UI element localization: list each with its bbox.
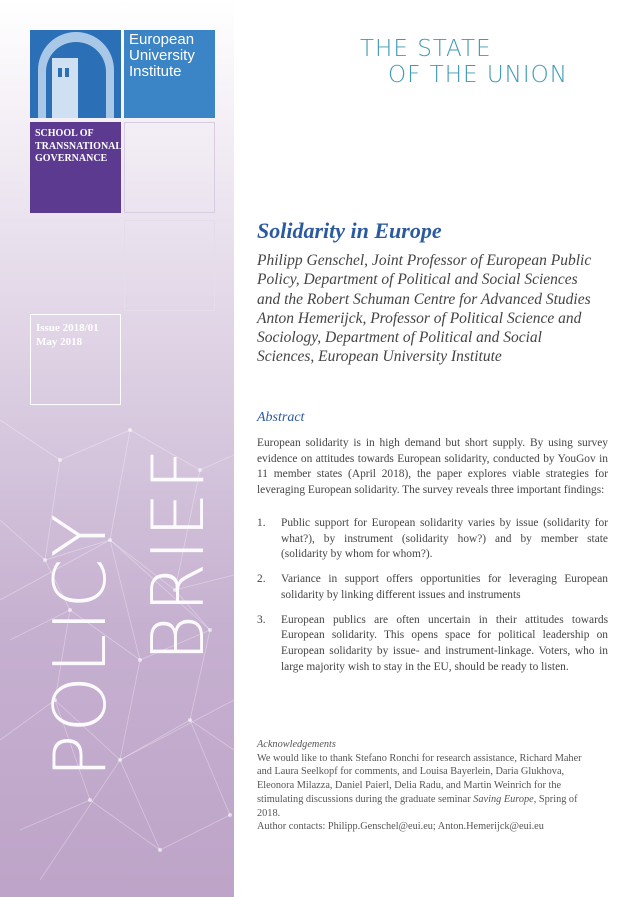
seminar-name: Saving Europe [473,793,534,805]
vertical-word-brief: BRIEF [136,446,220,662]
acknowledgements-text [257,752,597,821]
institution-name-box [124,30,215,118]
institution-name-line: Institute [129,63,182,80]
cover-sidebar [0,0,234,897]
issue-date: May 2018 [36,336,83,348]
list-item [257,516,608,563]
list-item-number: 1. [257,517,266,529]
issue-info [36,321,99,349]
findings-list [257,516,608,675]
list-item-number: 3. [257,613,266,626]
issue-number: Issue 2018/01 [36,322,99,334]
decorative-square [124,122,215,213]
eui-logo [30,30,121,118]
abstract-intro: European solidarity is in high demand but short supply. By using survey evidence on attitudes towards European solidarity, conducted by YouGov in 11 member states (April 2018), the paper explores viable strategies for leveraging European solidarity. The survey reveals three important findings: [257,437,608,497]
school-name-line: GOVERNANCE [35,153,108,164]
list-item-text: Public support for European solidarity varies by issue (solidarity for what?), by instrument (solidarity how?) and by member state (solidarity by whom for whom?). [281,517,608,561]
acknowledgements-body: We would like to thank Stefano Ronchi for research assistance, Richard Maher and Laura Seelkopf for comments, and Louisa Bayerlein, Daria Glukhova, Eleonora Milazza, Daniel Paierl, Delia Radu, and Martin Weinrich for the stimulating discussions during the graduate seminar [257,752,582,805]
issue-box [30,314,121,405]
school-name-line: TRANSNATIONAL [35,140,123,152]
seminar-period: , Spring of 2018. [257,793,578,819]
list-item-text: Variance in support offers opportunities for leveraging European solidarity by linking different issues and instruments [281,573,608,601]
list-item [257,572,608,603]
author-contacts: Author contacts: Philipp.Genschel@eui.eu; Anton.Hemerijck@eui.eu [257,821,544,833]
abstract-heading: Abstract [257,410,305,425]
institution-name-line: European [129,31,195,48]
list-item-text: European publics are often uncertain in their attitudes towards European solidarity. This opens space for political leadership on European solidarity by issue- and instrument-linkage. Voters, who in large majority wish to stay in the EU, should be ready to listen. [281,613,608,673]
series-logo-line: THE STATE [360,36,492,62]
list-item [257,613,608,676]
series-logo-line: OF THE UNION [388,62,568,88]
decorative-square [124,220,215,311]
school-name-line: SCHOOL OF [35,128,94,139]
acknowledgements-heading: Acknowledgements [257,739,336,750]
document-title: Solidarity in Europe [257,218,442,243]
school-box [30,122,121,213]
eui-tower-logo-icon [30,30,121,118]
list-item-number: 2. [257,573,266,586]
institution-name [129,32,195,80]
author-line: Anton Hemerijck, Professor of Political Science and Sociology, Department of Political and Social Sciences, European University Institute [257,309,582,366]
acknowledgements [257,738,597,834]
author-line: Philipp Genschel, Joint Professor of European Public Policy, Department of Political and Social Sciences and the Robert Schuman Centre for Advanced Studies [257,252,592,308]
institution-name-line: University [129,47,195,64]
vertical-word-policy: POLICY [38,511,122,778]
school-name [35,128,122,166]
author-affiliations [257,251,597,367]
